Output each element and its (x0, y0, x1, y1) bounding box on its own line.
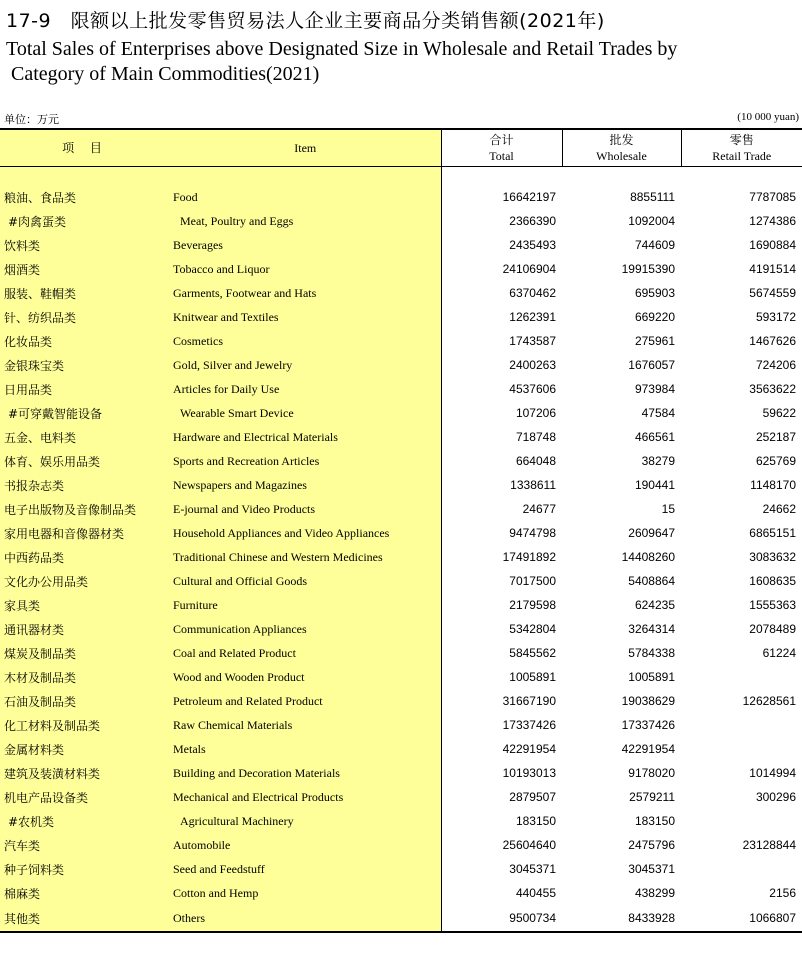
retail-cell: 1148170 (750, 478, 796, 492)
retail-cell: 593172 (755, 310, 796, 324)
category-cn-cell: 文化办公用品类 (0, 569, 170, 593)
category-cn-cell: 机电产品设备类 (0, 785, 170, 809)
wholesale-cell: 1676057 (628, 358, 675, 372)
category-en-cell: Beverages (170, 233, 441, 257)
retail-cell: 1608635 (749, 574, 796, 588)
spacer-cell (441, 167, 562, 186)
page-title-en-line1: Total Sales of Enterprises above Designated Size in Wholesale and Retail Trades by (6, 38, 678, 60)
retail-cell: 1690884 (749, 238, 796, 252)
category-en-cell: Mechanical and Electrical Products (170, 785, 441, 809)
table-row (0, 809, 802, 833)
wholesale-cell: 466561 (634, 430, 675, 444)
retail-cell: 2078489 (749, 622, 796, 636)
category-cn-cell: 体育、娱乐用品类 (0, 449, 170, 473)
wholesale-cell: 973984 (634, 382, 675, 396)
total-cell: 2366390 (441, 209, 562, 233)
category-en-cell: Building and Decoration Materials (170, 761, 441, 785)
wholesale-cell: 744609 (634, 238, 675, 252)
retail-cell: 252187 (755, 430, 796, 444)
retail-cell: 1555363 (749, 598, 796, 612)
category-en-cell: Traditional Chinese and Western Medicines (170, 545, 441, 569)
category-en-cell: Household Appliances and Video Appliances (170, 521, 441, 545)
table-row (0, 593, 802, 617)
category-cn-cell: #可穿戴智能设备 (0, 401, 170, 425)
header-retail-en: Retail Trade (712, 149, 772, 163)
category-cn-cell: 饮料类 (0, 233, 170, 257)
total-cell: 1743587 (441, 329, 562, 353)
header-retail-cn: 零售 (729, 133, 754, 147)
total-cell: 9500734 (441, 905, 562, 932)
category-cn-cell: 棉麻类 (0, 881, 170, 905)
total-cell: 31667190 (441, 689, 562, 713)
table-row (0, 497, 802, 521)
category-cn-cell: #肉禽蛋类 (0, 209, 170, 233)
category-en-cell: Agricultural Machinery (170, 809, 441, 833)
total-cell: 9474798 (441, 521, 562, 545)
total-cell: 1262391 (441, 305, 562, 329)
category-en-cell: Food (170, 185, 441, 209)
wholesale-cell: 8855111 (630, 190, 675, 204)
table-row (0, 185, 802, 209)
total-cell: 10193013 (441, 761, 562, 785)
total-cell: 4537606 (441, 377, 562, 401)
table-row (0, 785, 802, 809)
wholesale-cell: 190441 (634, 478, 675, 492)
category-en-cell: Wood and Wooden Product (170, 665, 441, 689)
wholesale-cell: 14408260 (621, 550, 675, 564)
category-cn-cell: 家具类 (0, 593, 170, 617)
table-row (0, 569, 802, 593)
category-en-cell: Wearable Smart Device (170, 401, 441, 425)
table-spacer-row (0, 167, 802, 186)
table-row (0, 281, 802, 305)
sales-table (0, 128, 802, 933)
total-cell: 24106904 (441, 257, 562, 281)
category-cn-cell: 电子出版物及音像制品类 (0, 497, 170, 521)
table-row (0, 401, 802, 425)
table-row (0, 449, 802, 473)
category-cn-cell: 金银珠宝类 (0, 353, 170, 377)
header-wholesale-cn: 批发 (609, 133, 634, 147)
retail-cell: 5674559 (749, 286, 796, 300)
table-row (0, 233, 802, 257)
retail-cell: 3083632 (749, 550, 796, 564)
wholesale-cell: 47584 (641, 406, 675, 420)
category-en-cell: Petroleum and Related Product (170, 689, 441, 713)
table-row (0, 713, 802, 737)
category-en-cell: Communication Appliances (170, 617, 441, 641)
category-en-cell: Coal and Related Product (170, 641, 441, 665)
retail-cell: 12628561 (742, 694, 796, 708)
category-cn-cell: 煤炭及制品类 (0, 641, 170, 665)
table-header-row (0, 129, 802, 167)
header-total (441, 129, 562, 167)
table-row (0, 881, 802, 905)
category-en-cell: Cotton and Hemp (170, 881, 441, 905)
category-en-cell: Meat, Poultry and Eggs (170, 209, 441, 233)
retail-cell: 625769 (755, 454, 796, 468)
table-row (0, 473, 802, 497)
retail-cell (681, 713, 802, 737)
total-cell: 42291954 (441, 737, 562, 761)
table-row (0, 857, 802, 881)
total-cell: 5845562 (441, 641, 562, 665)
wholesale-cell: 624235 (634, 598, 675, 612)
category-cn-cell: 书报杂志类 (0, 473, 170, 497)
category-en-cell: Raw Chemical Materials (170, 713, 441, 737)
wholesale-cell: 183150 (634, 814, 675, 828)
header-wholesale (562, 129, 681, 167)
spacer-cell (681, 167, 802, 186)
retail-cell (681, 809, 802, 833)
total-cell: 1005891 (441, 665, 562, 689)
page-title-en (6, 37, 677, 87)
total-cell: 3045371 (441, 857, 562, 881)
category-cn-cell: 家用电器和音像器材类 (0, 521, 170, 545)
wholesale-cell: 9178020 (628, 766, 675, 780)
header-total-cn: 合计 (489, 133, 514, 147)
category-en-cell: Gold, Silver and Jewelry (170, 353, 441, 377)
header-wholesale-en: Wholesale (596, 149, 647, 163)
wholesale-cell: 3045371 (628, 862, 675, 876)
total-cell: 16642197 (441, 185, 562, 209)
retail-cell (681, 857, 802, 881)
total-cell: 2879507 (441, 785, 562, 809)
category-cn-cell: 石油及制品类 (0, 689, 170, 713)
header-retail (681, 129, 802, 167)
unit-label-cn: 单位：万元 (4, 113, 59, 126)
total-cell: 107206 (441, 401, 562, 425)
wholesale-cell: 17337426 (621, 718, 675, 732)
total-cell: 17491892 (441, 545, 562, 569)
category-en-cell: Seed and Feedstuff (170, 857, 441, 881)
total-cell: 664048 (441, 449, 562, 473)
category-cn-cell: 化妆品类 (0, 329, 170, 353)
table-row (0, 353, 802, 377)
category-cn-cell: 烟酒类 (0, 257, 170, 281)
wholesale-cell: 19038629 (621, 694, 675, 708)
page-title-en-line2: Category of Main Commodities(2021) (6, 63, 320, 85)
total-cell: 6370462 (441, 281, 562, 305)
retail-cell: 1014994 (749, 766, 796, 780)
total-cell: 24677 (441, 497, 562, 521)
retail-cell: 61224 (762, 646, 796, 660)
category-en-cell: Newspapers and Magazines (170, 473, 441, 497)
category-en-cell: Cultural and Official Goods (170, 569, 441, 593)
retail-cell: 300296 (755, 790, 796, 804)
wholesale-cell: 38279 (641, 454, 675, 468)
table-row (0, 665, 802, 689)
wholesale-cell: 2609647 (628, 526, 675, 540)
category-cn-cell: 通讯器材类 (0, 617, 170, 641)
category-en-cell: Metals (170, 737, 441, 761)
category-en-cell: E-journal and Video Products (170, 497, 441, 521)
table-row (0, 521, 802, 545)
retail-cell: 4191514 (749, 262, 796, 276)
wholesale-cell: 275961 (634, 334, 675, 348)
total-cell: 5342804 (441, 617, 562, 641)
table-row (0, 761, 802, 785)
retail-cell (681, 665, 802, 689)
table-row (0, 617, 802, 641)
wholesale-cell: 669220 (634, 310, 675, 324)
total-cell: 2179598 (441, 593, 562, 617)
table-row (0, 329, 802, 353)
category-en-cell: Tobacco and Liquor (170, 257, 441, 281)
category-cn-cell: 汽车类 (0, 833, 170, 857)
category-cn-cell: 金属材料类 (0, 737, 170, 761)
category-cn-cell: 建筑及装潢材料类 (0, 761, 170, 785)
spacer-cell (0, 167, 170, 186)
category-en-cell: Others (170, 905, 441, 932)
total-cell: 25604640 (441, 833, 562, 857)
category-cn-cell: 五金、电料类 (0, 425, 170, 449)
table-row (0, 257, 802, 281)
table-row (0, 425, 802, 449)
total-cell: 2435493 (441, 233, 562, 257)
wholesale-cell: 2579211 (629, 790, 675, 804)
table-row (0, 377, 802, 401)
retail-cell: 724206 (755, 358, 796, 372)
table-row (0, 737, 802, 761)
category-en-cell: Articles for Daily Use (170, 377, 441, 401)
category-cn-cell: #农机类 (0, 809, 170, 833)
table-row (0, 209, 802, 233)
retail-cell (681, 737, 802, 761)
category-en-cell: Hardware and Electrical Materials (170, 425, 441, 449)
table-row (0, 833, 802, 857)
table-row (0, 545, 802, 569)
category-cn-cell: 中西药品类 (0, 545, 170, 569)
wholesale-cell: 42291954 (621, 742, 675, 756)
wholesale-cell: 2475796 (628, 838, 675, 852)
spacer-cell (562, 167, 681, 186)
table-row (0, 641, 802, 665)
retail-cell: 59622 (762, 406, 796, 420)
spacer-cell (170, 167, 441, 186)
retail-cell: 24662 (762, 502, 796, 516)
category-cn-cell: 服装、鞋帽类 (0, 281, 170, 305)
category-en-cell: Sports and Recreation Articles (170, 449, 441, 473)
wholesale-cell: 15 (661, 502, 675, 516)
total-cell: 2400263 (441, 353, 562, 377)
wholesale-cell: 3264314 (628, 622, 675, 636)
category-en-cell: Cosmetics (170, 329, 441, 353)
total-cell: 17337426 (441, 713, 562, 737)
header-total-en: Total (489, 149, 514, 163)
total-cell: 440455 (441, 881, 562, 905)
wholesale-cell: 8433928 (562, 905, 681, 932)
wholesale-cell: 695903 (634, 286, 675, 300)
wholesale-cell: 1005891 (628, 670, 675, 684)
wholesale-cell: 1092004 (628, 214, 675, 228)
total-cell: 718748 (441, 425, 562, 449)
table-row (0, 905, 802, 932)
table-row (0, 305, 802, 329)
retail-cell: 7787085 (749, 190, 796, 204)
table-row (0, 689, 802, 713)
wholesale-cell: 19915390 (621, 262, 675, 276)
category-en-cell: Knitwear and Textiles (170, 305, 441, 329)
page-title-cn: 17-9 限额以上批发零售贸易法人企业主要商品分类销售额(2021年) (6, 10, 605, 32)
category-cn-cell: 粮油、食品类 (0, 185, 170, 209)
category-cn-cell: 种子饲料类 (0, 857, 170, 881)
category-cn-cell: 木材及制品类 (0, 665, 170, 689)
header-item-cn: 项 目 (0, 129, 170, 167)
retail-cell: 1467626 (749, 334, 796, 348)
category-en-cell: Furniture (170, 593, 441, 617)
category-en-cell: Automobile (170, 833, 441, 857)
category-cn-cell: 针、纺织品类 (0, 305, 170, 329)
total-cell: 183150 (441, 809, 562, 833)
total-cell: 7017500 (441, 569, 562, 593)
category-cn-cell: 其他类 (0, 905, 170, 932)
retail-cell: 3563622 (749, 382, 796, 396)
category-en-cell: Garments, Footwear and Hats (170, 281, 441, 305)
unit-label-en: (10 000 yuan) (737, 111, 799, 123)
retail-cell: 1066807 (681, 905, 802, 932)
retail-cell: 6865151 (749, 526, 796, 540)
category-cn-cell: 化工材料及制品类 (0, 713, 170, 737)
retail-cell: 23128844 (742, 838, 796, 852)
retail-cell: 1274386 (749, 214, 796, 228)
header-item-en: Item (170, 129, 441, 167)
category-cn-cell: 日用品类 (0, 377, 170, 401)
wholesale-cell: 5408864 (628, 574, 675, 588)
table-body (0, 167, 802, 933)
wholesale-cell: 438299 (634, 886, 675, 900)
retail-cell: 2156 (769, 886, 796, 900)
wholesale-cell: 5784338 (628, 646, 675, 660)
total-cell: 1338611 (441, 473, 562, 497)
